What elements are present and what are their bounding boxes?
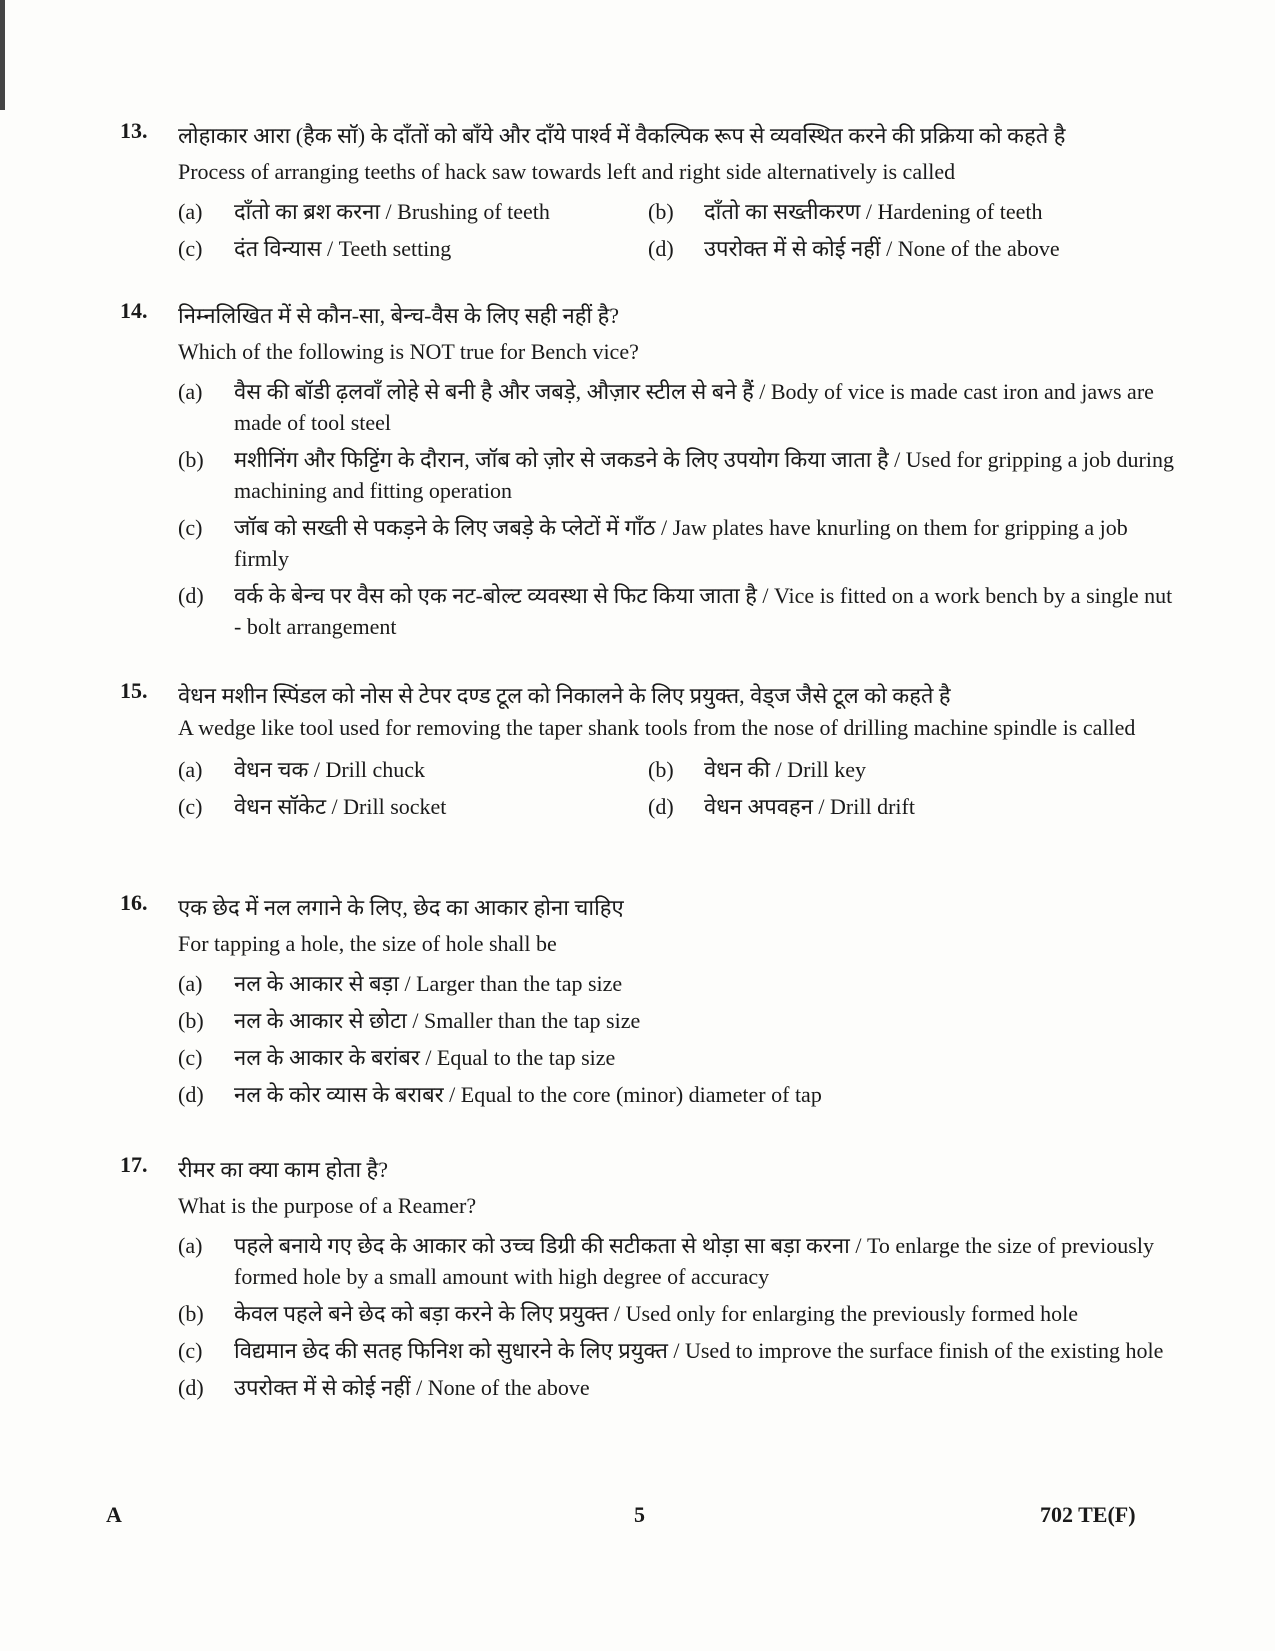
option-a	[178, 196, 648, 227]
option-text: वैस की बॉडी ढ़लवाँ लोहे से बनी है और जबड़े, औज़ार स्टील से बने हैं / Body of vice is made cast iron and jaws are made of tool steel	[234, 379, 1154, 435]
option-label: (b)	[178, 447, 204, 472]
option-text: नल के आकार से छोटा / Smaller than the tap size	[234, 1008, 641, 1033]
option-b	[178, 1298, 1180, 1329]
question-15	[120, 678, 1180, 822]
option-b	[648, 754, 1128, 785]
question-text-hindi: एक छेद में नल लगाने के लिए, छेद का आकार होना चाहिए	[178, 895, 624, 920]
option-b	[178, 444, 1180, 506]
option-text: उपरोक्त में से कोई नहीं / None of the above	[234, 1375, 590, 1400]
option-c	[178, 233, 648, 264]
question-text-english: Which of the following is NOT true for Bench vice?	[178, 339, 639, 364]
option-c	[178, 512, 1180, 574]
option-text: नल के आकार से बड़ा / Larger than the tap size	[234, 971, 623, 996]
option-text: दाँतो का ब्रश करना / Brushing of teeth	[234, 199, 550, 224]
option-text: मशीनिंग और फिट्टिंग के दौरान, जॉब को ज़ोर से जकडने के लिए उपयोग किया जाता है / Used for gripping a job during machining and fitting operation	[234, 447, 1174, 503]
footer-paper-code: 702 TE(F)	[1040, 1502, 1136, 1527]
option-text: दंत विन्यास / Teeth setting	[234, 236, 452, 261]
option-text: वर्क के बेन्च पर वैस को एक नट-बोल्ट व्यवस्था से फिट किया जाता है / Vice is fitted on a work bench by a single nut - bolt arrangement	[234, 583, 1173, 639]
option-text: वेधन अपवहन / Drill drift	[704, 794, 915, 819]
option-d	[178, 1079, 1180, 1110]
question-text-english: Process of arranging teeths of hack saw towards left and right side alternatively is called	[178, 159, 956, 184]
option-text: दाँतो का सख्तीकरण / Hardening of teeth	[704, 199, 1043, 224]
option-label: (a)	[178, 379, 203, 404]
question-14	[120, 298, 1180, 642]
option-b	[178, 1005, 1180, 1036]
option-label: (b)	[178, 1301, 204, 1326]
option-label: (c)	[178, 1338, 203, 1363]
option-d	[648, 233, 1128, 264]
question-16	[120, 890, 1180, 1110]
option-c	[178, 791, 648, 822]
option-text: वेधन की / Drill key	[704, 757, 866, 782]
option-text: जॉब को सख्ती से पकड़ने के लिए जबड़े के प्लेटों में गाँठ / Jaw plates have knurling on them for gripping a job firmly	[234, 515, 1128, 571]
option-label: (b)	[178, 1008, 204, 1033]
option-a	[178, 376, 1180, 438]
option-label: (a)	[178, 971, 203, 996]
option-label: (d)	[178, 1375, 204, 1400]
option-text: नल के आकार के बरांबर / Equal to the tap size	[234, 1045, 616, 1070]
option-a	[178, 754, 648, 785]
option-text: पहले बनाये गए छेद के आकार को उच्च डिग्री की सटीकता से थोड़ा सा बड़ा करना / To enlarge the size of previously formed hole by a small amount with high degree of accuracy	[234, 1233, 1154, 1289]
question-number: 15.	[120, 678, 148, 703]
option-text: उपरोक्त में से कोई नहीं / None of the above	[704, 236, 1060, 261]
option-label: (c)	[178, 236, 203, 261]
option-label: (a)	[178, 757, 203, 782]
question-text-english: What is the purpose of a Reamer?	[178, 1193, 477, 1218]
option-c	[178, 1042, 1180, 1073]
question-number: 16.	[120, 890, 148, 915]
option-text: वेधन सॉकेट / Drill socket	[234, 794, 447, 819]
question-17	[120, 1152, 1180, 1403]
option-label: (c)	[178, 515, 203, 540]
question-number: 17.	[120, 1152, 148, 1177]
option-c	[178, 1335, 1180, 1366]
option-text: केवल पहले बने छेद को बड़ा करने के लिए प्रयुक्त / Used only for enlarging the previously formed hole	[234, 1301, 1078, 1326]
question-text-hindi: रीमर का क्या काम होता है?	[178, 1157, 388, 1182]
question-text-english: A wedge like tool used for removing the taper shank tools from the nose of drilling machine spindle is called	[178, 715, 1136, 740]
scan-edge	[0, 0, 5, 110]
option-text: वेधन चक / Drill chuck	[234, 757, 426, 782]
question-text-hindi: लोहाकार आरा (हैक सॉ) के दाँतों को बाँये और दाँये पार्श्व में वैकल्पिक रूप से व्यवस्थित करने की प्रक्रिया को कहते है	[178, 123, 1066, 148]
option-label: (c)	[178, 1045, 203, 1070]
option-label: (b)	[648, 757, 674, 782]
question-number: 14.	[120, 298, 148, 323]
question-text-hindi: निम्नलिखित में से कौन-सा, बेन्च-वैस के लिए सही नहीं है?	[178, 303, 620, 328]
option-d	[178, 580, 1180, 642]
question-number: 13.	[120, 118, 148, 143]
option-d	[648, 791, 1128, 822]
option-label: (a)	[178, 199, 203, 224]
question-13	[120, 118, 1180, 264]
option-text: विद्यमान छेद की सतह फिनिश को सुधारने के लिए प्रयुक्त / Used to improve the surface finish of the existing hole	[234, 1338, 1164, 1363]
option-b	[648, 196, 1128, 227]
option-d	[178, 1372, 1180, 1403]
footer-page-number: 5	[634, 1502, 645, 1527]
option-label: (d)	[648, 236, 674, 261]
question-text-hindi: वेधन मशीन स्पिंडल को नोस से टेपर दण्ड टूल को निकालने के लिए प्रयुक्त, वेड्ज जैसे टूल को कहते है	[178, 683, 951, 708]
option-label: (c)	[178, 794, 203, 819]
footer-set-code: A	[106, 1502, 122, 1527]
option-label: (d)	[648, 794, 674, 819]
question-text-english: For tapping a hole, the size of hole shall be	[178, 931, 557, 956]
option-text: नल के कोर व्यास के बराबर / Equal to the core (minor) diameter of tap	[234, 1082, 822, 1107]
option-a	[178, 1230, 1180, 1292]
option-label: (a)	[178, 1233, 203, 1258]
option-label: (b)	[648, 199, 674, 224]
option-label: (d)	[178, 583, 204, 608]
option-a	[178, 968, 1180, 999]
option-label: (d)	[178, 1082, 204, 1107]
